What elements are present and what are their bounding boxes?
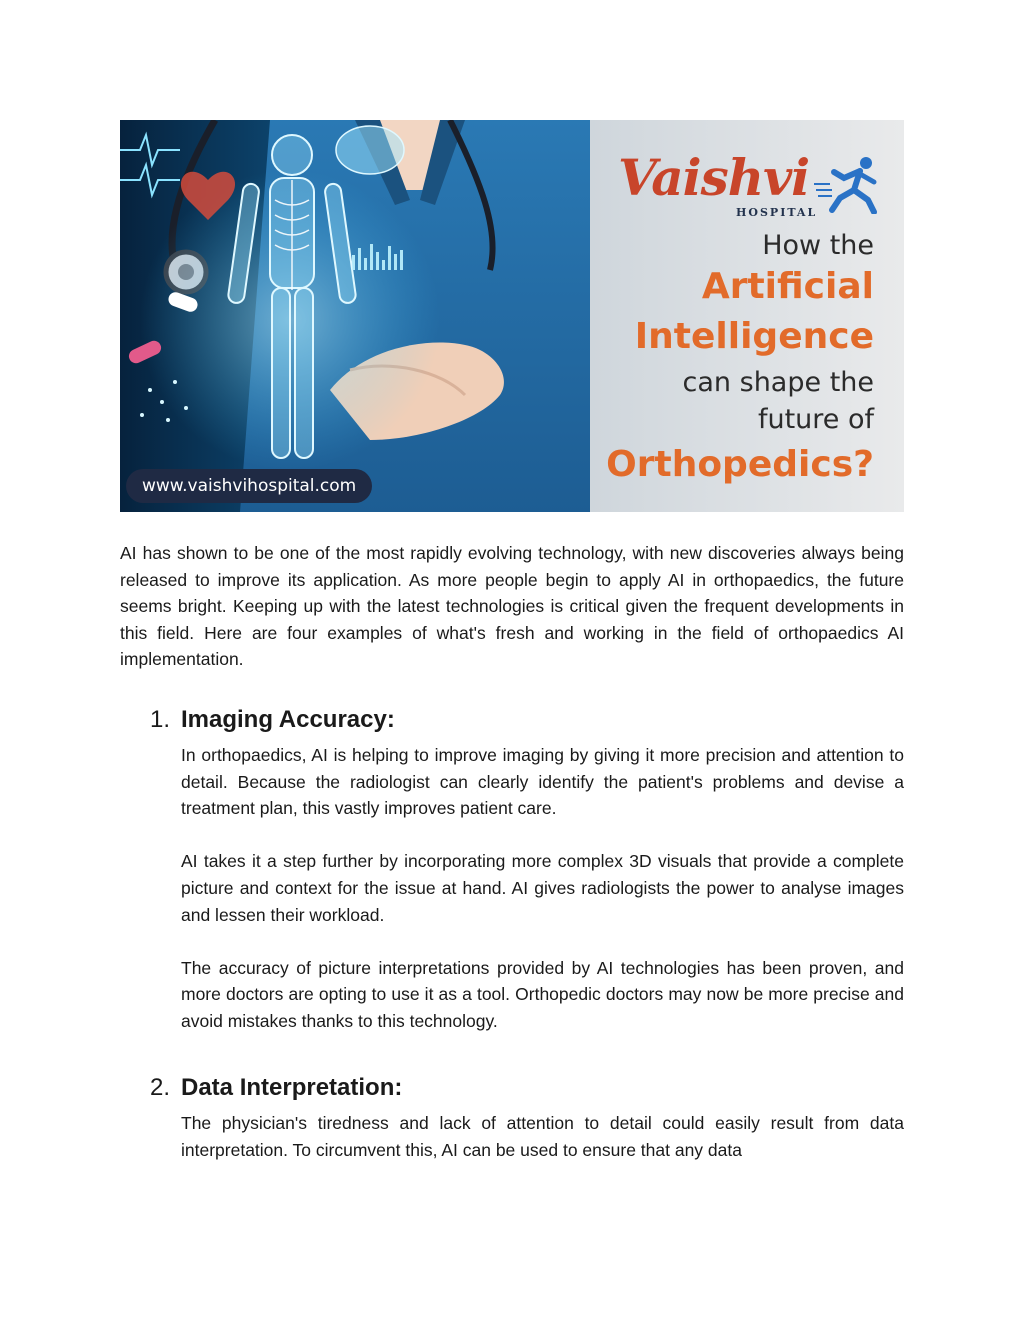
- intro-paragraph: AI has shown to be one of the most rapidly evolving technology, with new discoveries always being released to improve its application. As more people begin to apply AI in orthopaedics, the future seems bright. Keeping up with the latest technologies is critical given the frequent developments in this field. Here are four examples of what's fresh and working in the field of orthopaedics AI implementation.: [120, 543, 904, 670]
- website-url: www.vaishvihospital.com: [126, 469, 372, 503]
- logo-wordmark: Vaishvi: [618, 148, 810, 207]
- section-imaging-accuracy: [120, 700, 904, 1031]
- headline-line-2: Artificial: [701, 266, 874, 307]
- section-heading: [120, 1068, 904, 1108]
- section-heading: [120, 700, 904, 740]
- vaishvi-hospital-logo: [618, 148, 888, 228]
- section-number: 1.: [150, 706, 171, 733]
- headline-line-5: future of: [757, 404, 874, 435]
- body-paragraph: In orthopaedics, AI is helping to improve imaging by giving it more precision and attention to detail. Because the radiologist can clearly identify the patient's problems and devise a treatment plan, this vastly improves patient care.: [181, 745, 904, 819]
- body-paragraph: AI takes it a step further by incorporating more complex 3D visuals that provide a complete picture and context for the issue at hand. AI gives radiologists the power to analyse images and lessen their workload.: [181, 851, 904, 925]
- runner-icon: [814, 154, 882, 214]
- section-title: Imaging Accuracy:: [181, 706, 395, 733]
- section-title: Data Interpretation:: [181, 1074, 403, 1101]
- logo-subtitle: HOSPITAL: [736, 206, 818, 219]
- hero-banner: [120, 120, 904, 512]
- section-data-interpretation: [120, 1068, 904, 1160]
- headline-line-6: Orthopedics?: [606, 444, 874, 485]
- section-body: [181, 1110, 904, 1190]
- headline-line-3: Intelligence: [634, 316, 874, 357]
- section-number: 2.: [150, 1074, 171, 1101]
- headline-line-1: How the: [762, 230, 874, 261]
- section-body: [181, 742, 904, 1061]
- body-paragraph: The accuracy of picture interpretations provided by AI technologies has been proven, and more doctors are opting to use it as a tool. Orthopedic doctors may now be more precise and avoid mistakes thanks to this technology.: [181, 957, 904, 1031]
- banner-headline: [544, 232, 874, 497]
- body-paragraph: The physician's tiredness and lack of attention to detail could easily result from data interpretation. To circumvent this, AI can be used to ensure that any data: [181, 1113, 904, 1160]
- headline-line-4: can shape the: [682, 367, 874, 398]
